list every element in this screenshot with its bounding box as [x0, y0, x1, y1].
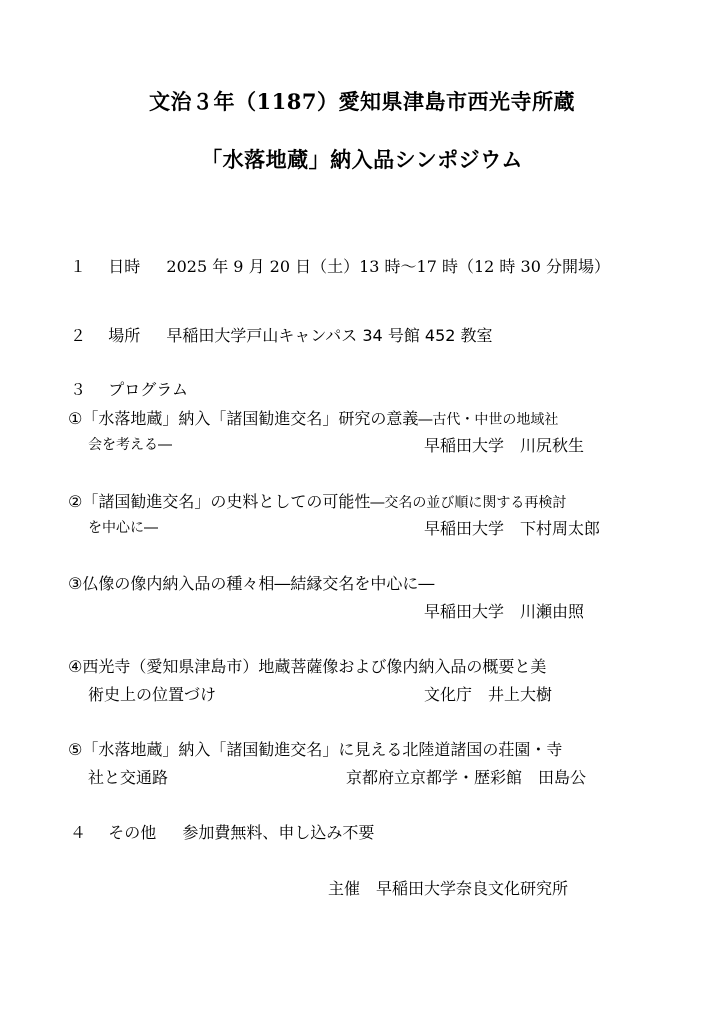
item-label: 場所: [108, 326, 141, 345]
item-other: [70, 820, 374, 843]
place-value: 早稲田大学戸山キャンパス 34 号館 452 教室: [166, 326, 493, 345]
other-value: 参加費無料、申し込み不要: [182, 823, 375, 842]
organizer: 主催 早稲田大学奈良文化研究所: [328, 879, 569, 898]
program-2-line-2: を中心に―: [88, 520, 158, 536]
program-5-speaker: 京都府立京都学・歴彩館 田島公: [346, 768, 587, 787]
item-datetime: [70, 254, 610, 277]
program-3-line-1: ③仏像の像内納入品の種々相―結縁交名を中心に―: [68, 574, 435, 593]
item-place: [70, 323, 493, 346]
item-number: ３: [70, 380, 87, 399]
program-title: ①「水落地蔵」納入「諸国勧進交名」研究の意義: [68, 409, 419, 428]
item-number: ２: [70, 326, 87, 345]
program-2-speaker: 早稲田大学 下村周太郎: [424, 519, 601, 538]
item-number: １: [70, 257, 87, 276]
program-title: ②「諸国勧進交名」の史料としての可能性: [68, 492, 371, 511]
item-number: ４: [70, 823, 87, 842]
program-subtitle: ―古代・中世の地域社: [418, 412, 559, 428]
item-label: プログラム: [108, 380, 189, 399]
program-5-line-1: ⑤「水落地蔵」納入「諸国勧進交名」に見える北陸道諸国の荘園・寺: [68, 740, 563, 759]
item-label: その他: [108, 823, 157, 842]
program-1-line-2: 会を考える―: [88, 437, 172, 453]
datetime-value: 2025 年 9 月 20 日（土）13 時～17 時（12 時 30 分開場）: [166, 257, 610, 276]
program-2-line-1: [68, 489, 566, 512]
program-3-speaker: 早稲田大学 川瀬由照: [424, 602, 585, 621]
program-1-line-1: [68, 406, 558, 429]
title-line-2: 「水落地蔵」納入品シンポジウム: [201, 147, 523, 172]
item-label: 日時: [108, 257, 141, 276]
title-line-1: 文治３年（1187）愛知県津島市西光寺所蔵: [149, 89, 575, 114]
program-4-line-2: 術史上の位置づけ: [88, 685, 217, 704]
program-4-line-1: ④西光寺（愛知県津島市）地蔵菩薩像および像内納入品の概要と美: [68, 657, 547, 676]
program-5-line-2: 社と交通路: [88, 768, 169, 787]
program-subtitle: ―交名の並び順に関する再検討: [370, 495, 567, 511]
program-4-speaker: 文化庁 井上大樹: [424, 685, 553, 704]
program-1-speaker: 早稲田大学 川尻秋生: [424, 436, 585, 455]
item-program: [70, 377, 188, 400]
